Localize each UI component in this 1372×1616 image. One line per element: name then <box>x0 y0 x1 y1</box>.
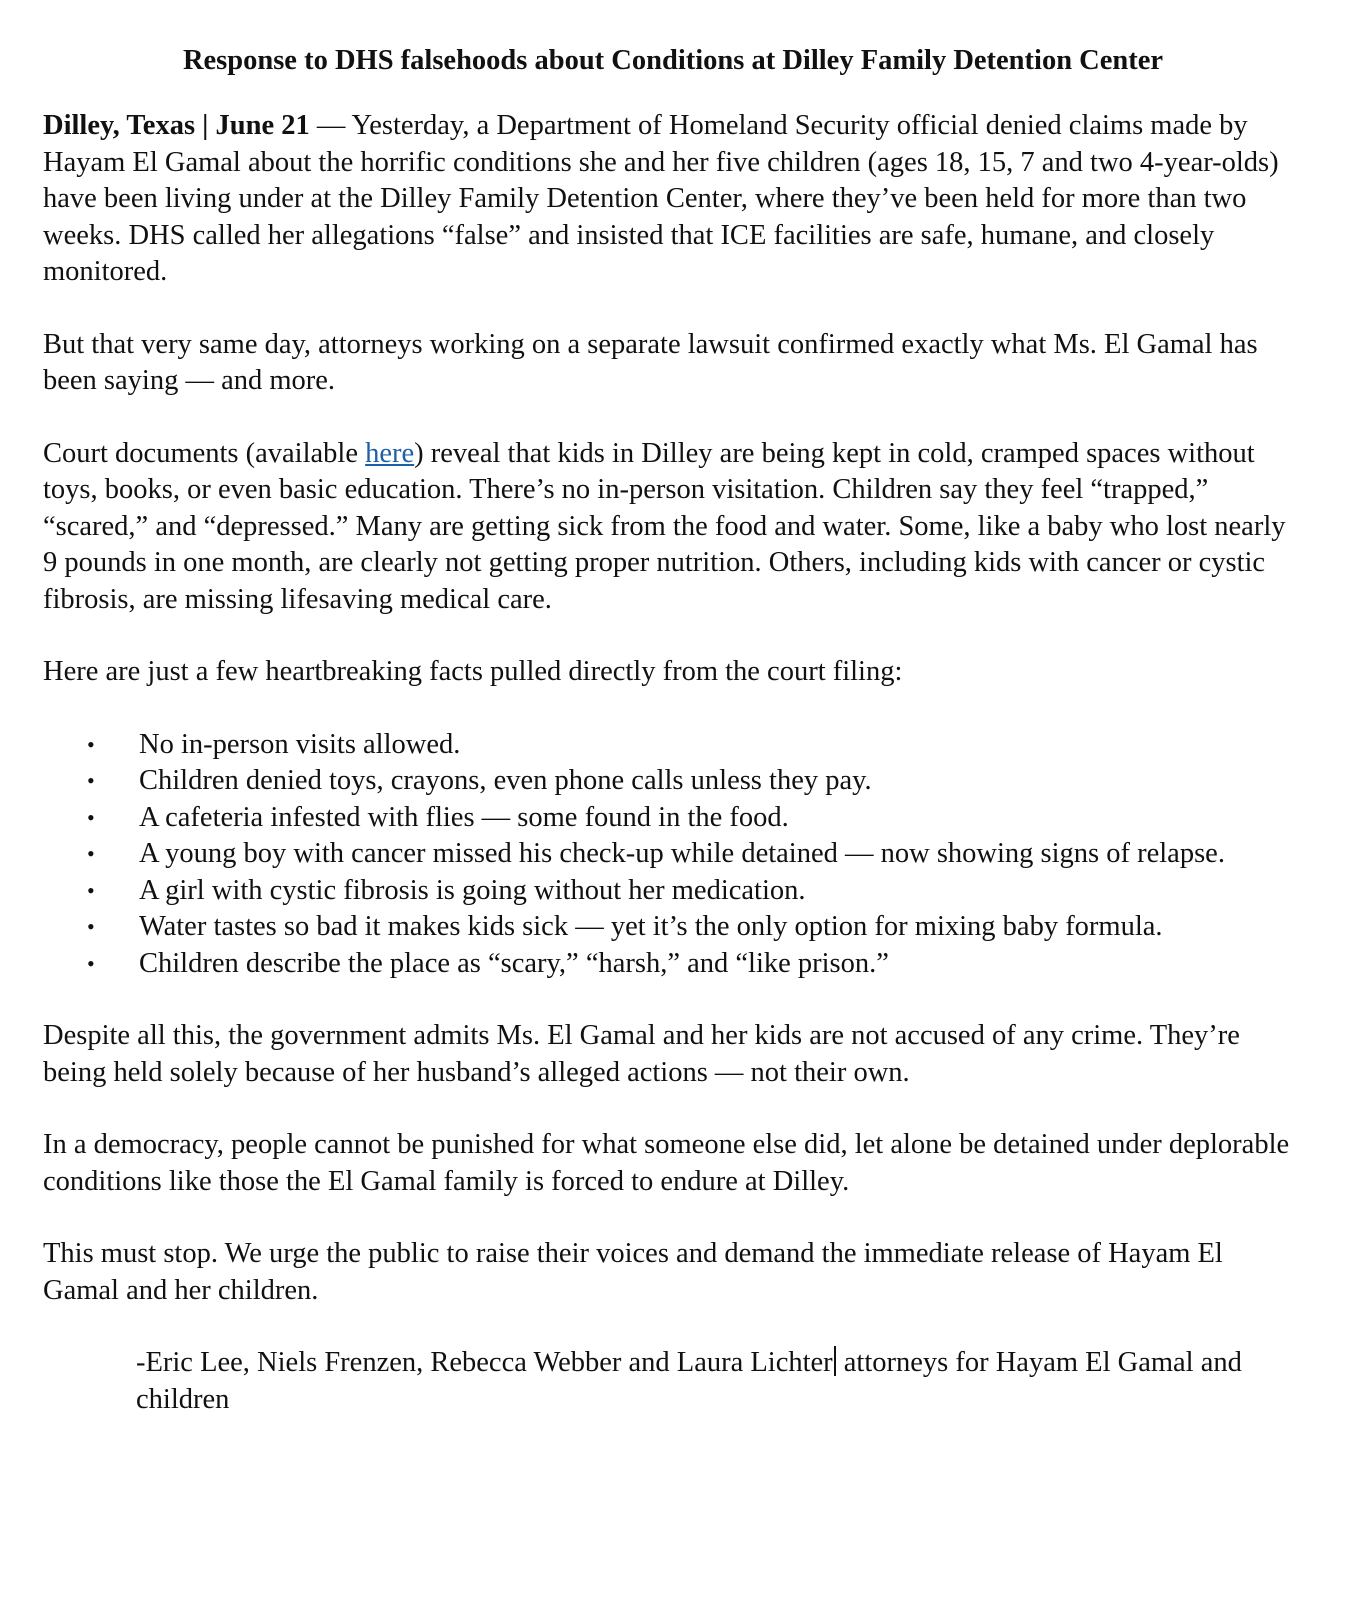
list-item-text: A cafeteria infested with flies — some found in the food. <box>139 801 789 833</box>
court-documents-text-end: ) reveal that kids in Dilley are being kept in cold, cramped spaces without toys, books, or even basic education. There’s no in-person visitation. Children say they feel “trapped,” “scared,” and “depressed.” Many are getting sick from the food and water. Some, like a baby who lost nearly 9 pounds in one month, are clearly not getting proper nutrition. Others, including kids with cancer or cystic fibrosis, are missing lifesaving medical care. <box>43 437 1286 615</box>
bullet-icon: • <box>87 950 95 976</box>
list-item <box>43 763 1303 800</box>
confirmation-paragraph: But that very same day, attorneys working on a separate lawsuit confirmed exactly what Ms. El Gamal has been saying — and more. <box>43 328 1258 396</box>
bullet-icon: • <box>87 731 95 757</box>
list-item-text: No in-person visits allowed. <box>139 728 461 760</box>
list-item-text: Children describe the place as “scary,” “harsh,” and “like prison.” <box>139 947 889 979</box>
signature-names: -Eric Lee, Niels Frenzen, Rebecca Webber and Laura Lichter <box>136 1347 833 1378</box>
court-documents-text-start: Court documents (available <box>43 437 366 469</box>
bullet-icon: • <box>87 841 95 866</box>
list-item-text: A girl with cystic fibrosis is going without her medication. <box>139 874 806 906</box>
signature-block <box>43 1345 1303 1418</box>
bullet-icon: • <box>87 914 95 939</box>
dateline: Dilley, Texas | June 21 <box>43 110 310 141</box>
bullet-icon: • <box>87 877 95 903</box>
text-cursor <box>834 1346 836 1376</box>
democracy-paragraph: In a democracy, people cannot be punished for what someone else did, let alone be detained under deplorable conditions like those the El Gamal family is forced to endure at Dilley. <box>43 1129 1290 1197</box>
list-item-text: A young boy with cancer missed his check-up while detained — now showing signs of relapse. <box>139 838 1225 869</box>
list-item <box>43 909 1303 946</box>
court-documents-paragraph <box>43 436 1303 619</box>
call-to-action-paragraph: This must stop. We urge the public to raise their voices and demand the immediate release of Hayam El Gamal and her children. <box>43 1238 1223 1306</box>
facts-list <box>43 727 1303 983</box>
intro-text: — Yesterday, a Department of Homeland Security official denied claims made by Hayam El Gamal about the horrific conditions she and her five children (ages 18, 15, 7 and two 4-year-olds) have been living under at the Dilley Family Detention Center, where they’ve been held for more than two weeks. DHS called her allegations “false” and insisted that ICE facilities are safe, humane, and closely monitored. <box>43 110 1279 287</box>
facts-intro-paragraph: Here are just a few heartbreaking facts pulled directly from the court filing: <box>43 656 903 687</box>
document-title: Response to DHS falsehoods about Conditions at Dilley Family Detention Center <box>182 45 1164 76</box>
court-documents-link[interactable]: here <box>365 437 415 469</box>
list-item-text: Children denied toys, crayons, even phone calls unless they pay. <box>139 765 872 796</box>
list-item-text: Water tastes so bad it makes kids sick — yet it’s the only option for mixing baby formula. <box>139 911 1163 942</box>
list-item <box>43 727 1303 764</box>
bullet-icon: • <box>87 804 95 830</box>
bullet-icon: • <box>87 768 95 793</box>
list-item <box>43 873 1303 910</box>
list-item <box>43 800 1303 837</box>
signature-role: attorneys for Hayam El Gamal and children <box>136 1347 1242 1415</box>
intro-paragraph <box>43 108 1303 291</box>
no-crime-paragraph: Despite all this, the government admits Ms. El Gamal and her kids are not accused of any crime. They’re being held solely because of her husband’s alleged actions — not their own. <box>43 1020 1240 1088</box>
list-item <box>43 836 1303 873</box>
list-item <box>43 946 1303 983</box>
document-page <box>43 44 1303 1418</box>
